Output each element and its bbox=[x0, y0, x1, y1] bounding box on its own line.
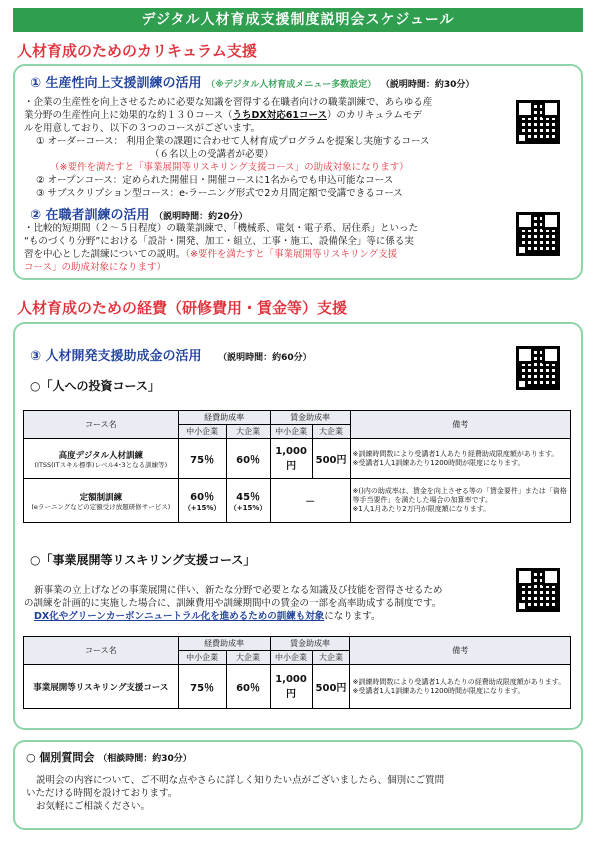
reskilling-line1: 新事業の立上げなどの事業展開に伴い、新たな分野で必要となる知識及び技能を習得させるため bbox=[34, 585, 443, 596]
item1-dx-highlight: うちDX対応61コース bbox=[232, 110, 327, 121]
table-header-course: コース名 bbox=[24, 411, 179, 439]
reskilling-dx-highlight: DX化やグリーンカーボンニュートラル化を進めるための訓練も対象 bbox=[34, 611, 325, 622]
table-header-wage: 賃金助成率 bbox=[270, 411, 350, 425]
course-name: 事業展開等リスキリング支援コース bbox=[24, 665, 179, 709]
table-header-large: 大企業 bbox=[312, 425, 350, 439]
section-expense-title: 人材育成のための経費（研修費用・賃金等）支援 bbox=[17, 299, 348, 317]
note-line: ※訓練時間数により受講者1人あたりの経費助成限度額があります。 bbox=[352, 677, 566, 686]
item1-line3: ルを用意しており、以下の３つのコースがございます。 bbox=[24, 123, 261, 134]
order-course-subsidy-note: （※要件を満たすと「事業展開等リスキリング支援コース」の助成対象になります） bbox=[50, 162, 409, 173]
reskilling-course-title: ○「事業展開等リスキリング支援コース」 bbox=[30, 553, 256, 567]
table-header-cost: 経費助成率 bbox=[178, 411, 270, 425]
item2-line3b: （※要件を満たすと「事業展開等リスキリング支援 bbox=[185, 249, 398, 260]
item3-title-text: ③ 人材開発支援助成金の活用 bbox=[30, 349, 202, 364]
note-cell bbox=[350, 479, 570, 523]
course-sub: (eラーニングなどの定額受け放題研修サービス) bbox=[31, 502, 171, 511]
note-line: ※1人1月あたり2万円が限度額になります。 bbox=[352, 505, 491, 513]
course-name: 高度デジタル人材訓練 bbox=[58, 450, 144, 461]
note-line: ※受講者1人1訓練あたり1200時間が限度になります。 bbox=[352, 458, 525, 467]
course-sub: (ITSS(ITスキル標準)レベル4･3となる訓練等) bbox=[34, 460, 168, 469]
item1-description bbox=[24, 96, 514, 200]
table-header-note: 備考 bbox=[350, 411, 570, 439]
course-name: 定額制訓練 bbox=[79, 492, 123, 503]
item2-title bbox=[30, 204, 248, 223]
wage-large: 500円 bbox=[312, 665, 350, 709]
table-header-sme: 中小企業 bbox=[178, 651, 226, 665]
qr-code-icon bbox=[516, 212, 560, 256]
invest-course-table bbox=[23, 410, 571, 523]
reskilling-line3b: になります。 bbox=[324, 611, 381, 622]
item1-title-text: ① 生産性向上支援訓練の活用 bbox=[30, 76, 202, 91]
wage-large: 500円 bbox=[312, 439, 350, 479]
consult-line1: 説明会の内容について、ご不明な点やさらに詳しく知りたい点がございましたら、個別にご質問 bbox=[36, 775, 445, 786]
table-header-large: 大企業 bbox=[226, 425, 270, 439]
course-name-cell bbox=[24, 439, 179, 479]
item2-title-text: ② 在職者訓練の活用 bbox=[30, 208, 150, 223]
table-header-note: 備考 bbox=[350, 637, 571, 665]
cost-large bbox=[226, 479, 270, 523]
table-header-sme: 中小企業 bbox=[270, 425, 312, 439]
note-line: ※受講者1人1訓練あたり1200時間が限度になります。 bbox=[352, 686, 525, 695]
item2-line3a: 習を中心とした訓練についての説明。 bbox=[24, 249, 186, 260]
qr-code-icon bbox=[516, 568, 560, 612]
note-line: ※訓練時間数により受講者1人あたり経費助成限度額があります。 bbox=[352, 449, 559, 458]
open-course: ② オープンコース：定められた開催日・開催コースに1名からでも申込可能なコース bbox=[36, 175, 394, 186]
reskilling-line2: の訓練を計画的に実施した場合に、訓練費用や訓練期間中の賃金の一部を高率助成する制度です。 bbox=[24, 598, 442, 609]
item1-title bbox=[30, 72, 474, 91]
item2-description bbox=[24, 222, 514, 274]
table-header-sme: 中小企業 bbox=[178, 425, 226, 439]
item1-time: （説明時間：約30分） bbox=[380, 80, 475, 90]
table-header-large: 大企業 bbox=[312, 651, 350, 665]
wage-sme: 1,000円 bbox=[270, 439, 312, 479]
consult-title-text: ○ 個別質問会 bbox=[26, 751, 95, 764]
section-curriculum-title: 人材育成のためのカリキュラム支援 bbox=[17, 42, 257, 60]
wage-sme: 1,000円 bbox=[270, 665, 312, 709]
cost-sme: 75％ bbox=[178, 665, 226, 709]
item1-line1: ・企業の生産性を向上させるために必要な知識を習得する在職者向けの職業訓練で、あらゆる産 bbox=[24, 97, 433, 108]
reskilling-course-table bbox=[23, 636, 571, 709]
table-header-cost: 経費助成率 bbox=[178, 637, 270, 651]
item2-line2: “ものづくり分野”における「設計・開発、加工・組立、工事・施工、設備保全」等に係る実 bbox=[24, 236, 414, 247]
qr-code-icon bbox=[516, 100, 560, 144]
note-cell bbox=[350, 439, 570, 479]
cost-sme bbox=[178, 479, 226, 523]
cost-large-value: 45％ bbox=[236, 492, 261, 503]
consult-line3: お気軽にご相談ください。 bbox=[36, 801, 151, 812]
consult-time: （相談時間：約30分） bbox=[98, 754, 192, 764]
table-row bbox=[24, 439, 571, 479]
course-name-cell bbox=[24, 479, 179, 523]
cost-sme-value: 60％ bbox=[190, 492, 215, 503]
item1-note: （※デジタル人材育成メニュー多数設定） bbox=[206, 80, 377, 90]
table-header-course: コース名 bbox=[24, 637, 179, 665]
table-header-wage: 賃金助成率 bbox=[270, 637, 350, 651]
item2-line4: コース」の助成対象になります） bbox=[24, 262, 167, 273]
consult-line2: いただける時間を設けております。 bbox=[26, 788, 178, 799]
qr-code-icon bbox=[516, 346, 560, 390]
consult-description bbox=[26, 774, 566, 813]
wage-na: － bbox=[270, 479, 350, 523]
item2-time: （説明時間：約20分） bbox=[154, 212, 248, 222]
order-course-requirement: （６名以上の受講者が必要） bbox=[150, 149, 274, 160]
invest-course-title: ○「人への投資コース」 bbox=[30, 379, 160, 393]
table-row bbox=[24, 479, 571, 523]
item2-line1: ・比較的短期間（２～５日程度）の職業訓練で、「機械系、電気・電子系、居住系」といった bbox=[24, 223, 419, 234]
note-cell bbox=[350, 665, 571, 709]
cost-sme: 75％ bbox=[178, 439, 226, 479]
table-header-sme: 中小企業 bbox=[270, 651, 312, 665]
table-header-large: 大企業 bbox=[226, 651, 270, 665]
subscription-course: ③ サブスクリプション型コース：e-ラーニング形式で2カ月間定額で受講できるコース bbox=[36, 188, 403, 199]
cost-sme-bonus: （+15%） bbox=[183, 504, 221, 512]
order-course: ① オーダーコース： 利用企業の課題に合わせて人材育成プログラムを提案し実施するコース bbox=[36, 136, 430, 147]
cost-large: 60％ bbox=[226, 439, 270, 479]
note-line: ※()内の助成率は、賃金を向上させる等の「賃金要件」または「資格等手当要件」を満たした場合の加算率です。 bbox=[352, 487, 567, 504]
item3-time: （説明時間：約60分） bbox=[218, 353, 312, 363]
page-header: デジタル人材育成支援制度説明会スケジュール bbox=[13, 8, 583, 32]
consult-title bbox=[26, 749, 192, 765]
cost-large-bonus: （+15%） bbox=[229, 504, 267, 512]
item1-line2b: ）のカリキュラムモデ bbox=[327, 110, 422, 121]
item3-title bbox=[30, 345, 312, 364]
cost-large: 60％ bbox=[226, 665, 270, 709]
reskilling-description bbox=[24, 584, 514, 623]
item1-line2: 業分野の生産性向上に効果的な約１３０コース（ bbox=[24, 110, 233, 121]
table-row bbox=[24, 665, 571, 709]
